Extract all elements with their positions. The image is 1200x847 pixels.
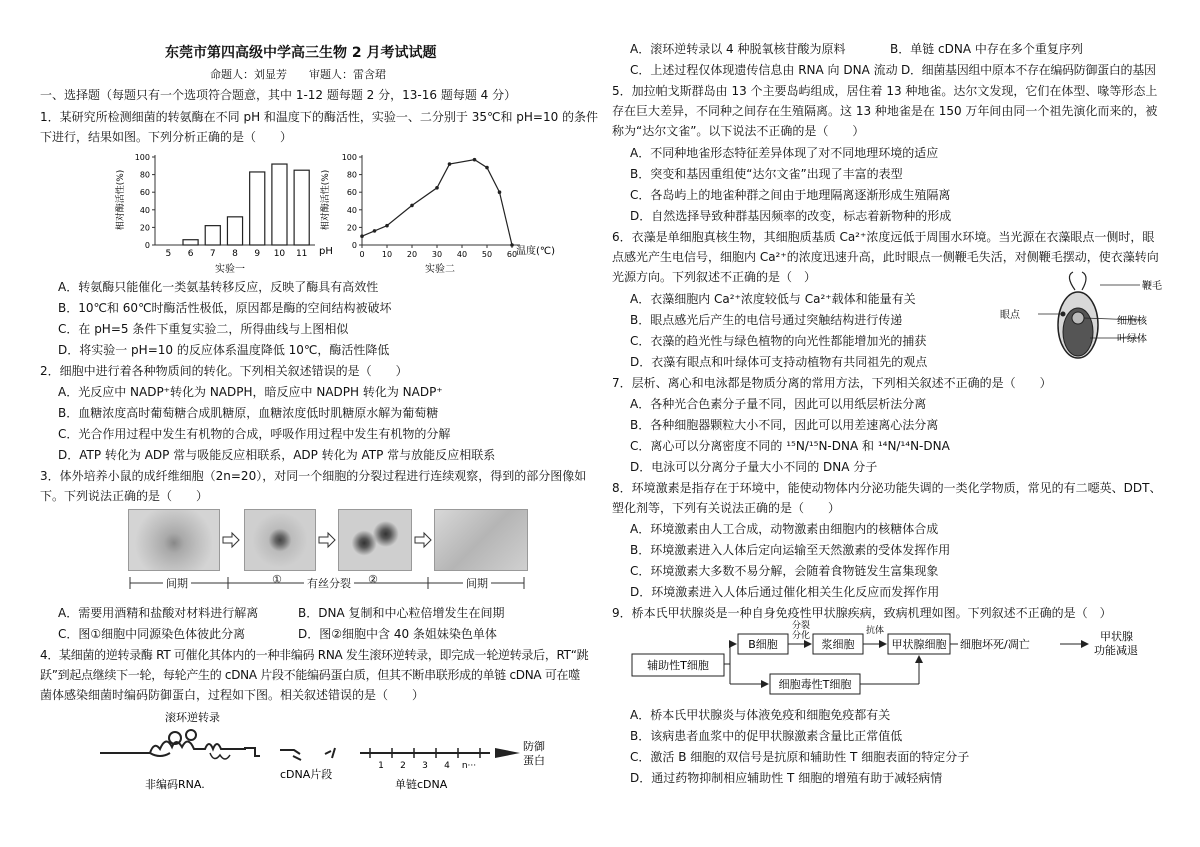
label-eyespot: 眼点 — [1000, 310, 1020, 321]
q4-option-b: B．单链 cDNA 中存在多个重复序列 — [890, 42, 1083, 56]
label-nucleus: 细胞核 — [1117, 316, 1147, 327]
cell-image-interphase-2 — [434, 509, 528, 571]
chart2-ytick-label: 40 — [346, 205, 357, 215]
cdna-repeat-label: 1 — [378, 761, 384, 771]
label-split: 分裂 — [792, 621, 811, 631]
q1-stem-2: 下进行，结果如图。下列分析正确的是（ ） — [40, 130, 293, 144]
q5-stem-1: 5．加拉帕戈斯群岛由 13 个主要岛屿组成，居住着 13 种地雀。达尔文发现，它们在体型、喙等形态上 — [612, 84, 1158, 98]
chart2-title: 实验二 — [425, 264, 455, 275]
chart1-xtick-label: 6 — [187, 249, 194, 259]
q8-option-b: B．环境激素进入人体后定向运输至天然激素的受体发挥作用 — [630, 543, 951, 557]
chart2-ytick-label: 0 — [351, 241, 357, 250]
q5-option-d: D．自然选择导致种群基因频率的改变，标志着新物种的形成 — [630, 209, 952, 223]
chart1-ylabel: 相对酶活性(%) — [116, 169, 126, 231]
label-cell-death: 细胞坏死/凋亡 — [960, 638, 1030, 651]
chart1-title: 实验一 — [215, 264, 245, 275]
box-cytotoxic-t: 细胞毒性T细胞 — [778, 678, 852, 691]
q1-stem-1: 1．某研究所检测细菌的转氨酶在不同 pH 和温度下的酶活性，实验一、二分别于 35℃和 pH=10 的条件 — [40, 110, 599, 124]
section-heading: 一、选择题（每题只有一个选项符合题意，其中 1-12 题每题 2 分，13-16 题每题 4 分） — [40, 88, 517, 102]
chlamydomonas-figure — [1000, 270, 1165, 370]
q4-fig-protein-2: 蛋白 — [523, 754, 545, 767]
arrow-icon — [318, 533, 336, 547]
chart1-xtick-label: 9 — [254, 249, 261, 259]
chart2-point — [435, 186, 439, 190]
q3-label-2: ② — [368, 573, 378, 586]
chart1-ytick-label: 40 — [139, 205, 150, 215]
q5-option-b: B．突变和基因重组使“达尔文雀”出现了丰富的表型 — [630, 167, 903, 181]
q2-stem: 2．细胞中进行着各种物质间的转化。下列相关叙述错误的是（ ） — [40, 364, 408, 378]
chart1-bar — [205, 226, 220, 245]
chart1-xunit: pH — [319, 246, 333, 257]
q1-option-c: C．在 pH=5 条件下重复实验二，所得曲线与上图相似 — [58, 322, 349, 336]
q9-mechanism-figure — [630, 622, 1165, 704]
q3-label-interphase-2: 间期 — [463, 575, 491, 593]
q1-option-a: A．转氨酶只能催化一类氨基转移反应，反映了酶具有高效性 — [58, 280, 379, 294]
chart1-ytick-label: 80 — [139, 170, 150, 180]
q4-option-a: A．滚环逆转录以 4 种脱氧核苷酸为原料 — [630, 42, 846, 56]
q4-stem-3: 菌体感染细菌时编码防御蛋白，过程如下图。相关叙述错误的是（ ） — [40, 688, 425, 702]
q4-fig-title: 滚环逆转录 — [165, 711, 220, 724]
chart2-xtick-label: 20 — [406, 250, 418, 259]
q3-cell-figure — [128, 509, 528, 599]
q2-option-d: D．ATP 转化为 ADP 常与吸能反应相联系，ADP 转化为 ATP 常与放能反应相联系 — [58, 448, 496, 462]
q5-option-a: A．不同种地雀形态特征差异体现了对不同地理环境的适应 — [630, 146, 939, 160]
box-b-cell: B细胞 — [748, 638, 778, 651]
q6-stem-2: 点感光产生电信号，细胞内 Ca²⁺的浓度迅速升高，此时眼点一侧鞭毛失活，对侧鞭毛摆动，使衣藻转向 — [612, 250, 1159, 264]
chart1-ytick-label: 20 — [139, 223, 150, 233]
q8-option-c: C．环境激素大多数不易分解，会随着食物链发生富集现象 — [630, 564, 939, 578]
q4-option-d: D．细菌基因组中原本不存在编码防御蛋白的基因 — [901, 63, 1156, 77]
q1-option-b: B．10℃和 60℃时酶活性极低，原因都是酶的空间结构被破坏 — [58, 301, 392, 315]
q8-option-d: D．环境激素进入人体后通过催化相关生化反应而发挥作用 — [630, 585, 940, 599]
q5-option-c: C．各岛屿上的地雀种群之间由于地理隔离逐渐形成生殖隔离 — [630, 188, 951, 202]
q3-option-d: D．图②细胞中含 40 条姐妹染色单体 — [298, 627, 497, 641]
chart1-bar — [294, 170, 309, 245]
q3-label-1: ① — [272, 573, 282, 586]
chart-experiment-1 — [115, 150, 333, 275]
exam-title: 东莞市第四高级中学高三生物 2 月考试试题 — [165, 45, 437, 61]
chart2-point — [473, 158, 477, 162]
q9-option-c: C．激活 B 细胞的双信号是抗原和辅助性 T 细胞表面的特定分子 — [630, 750, 970, 764]
q5-stem-2: 存在巨大差异，不同种之间存在生殖隔离。这 13 种地雀是在 150 万年间由同一个祖先演化而来的，被 — [612, 104, 1158, 118]
q3-label-mitosis: 有丝分裂 — [304, 575, 354, 593]
q6-stem-1: 6．衣藻是单细胞真核生物，其细胞质基质 Ca²⁺浓度远低于周围水环境。当光源在衣藻眼点一侧时，眼 — [612, 230, 1155, 244]
q6-option-b: B．眼点感光后产生的电信号通过突触结构进行传递 — [630, 313, 903, 327]
q3-stem-2: 下。下列说法正确的是（ ） — [40, 489, 209, 503]
q2-option-b: B．血糖浓度高时葡萄糖合成肌糖原，血糖浓度低时肌糖原水解为葡萄糖 — [58, 406, 439, 420]
chart2-point — [498, 190, 502, 194]
chart2-ytick-label: 100 — [341, 153, 357, 162]
q6-option-c: C．衣藻的趋光性与绿色植物的向光性都能增加光的捕获 — [630, 334, 927, 348]
q6-option-a: A．衣藻细胞内 Ca²⁺浓度较低与 Ca²⁺载体和能量有关 — [630, 292, 916, 306]
chart2-xtick-label: 10 — [381, 250, 393, 259]
chart2-point — [485, 166, 489, 170]
q7-option-c: C．离心可以分离密度不同的 ¹⁵N/¹⁵N-DNA 和 ¹⁴N/¹⁴N-DNA — [630, 439, 950, 453]
q1-option-d: D．将实验一 pH=10 的反应体系温度降低 10℃，酶活性降低 — [58, 343, 390, 357]
q3-option-c: C．图①细胞中同源染色体彼此分离 — [58, 627, 246, 641]
chart2-point — [373, 229, 377, 233]
chart1-xtick-label: 7 — [209, 249, 216, 259]
q9-option-a: A．桥本氏甲状腺炎与体液免疫和细胞免疫都有关 — [630, 708, 891, 722]
box-helper-t: 辅助性T细胞 — [647, 659, 709, 672]
q4-fig-single-strand: 单链cDNA — [395, 778, 448, 791]
chart2-point — [448, 162, 452, 166]
chart2-line — [362, 160, 512, 245]
q7-option-b: B．各种细胞器颗粒大小不同，因此可以用差速离心法分离 — [630, 418, 939, 432]
q4-fig-fragment: cDNA片段 — [280, 768, 333, 781]
q2-option-c: C．光合作用过程中发生有机物的合成，呼吸作用过程中发生有机物的分解 — [58, 427, 451, 441]
cdna-repeat-label: 3 — [422, 761, 428, 771]
cell-image-mitosis-1 — [244, 509, 316, 571]
q4-fig-rna: 非编码RNA. — [145, 778, 205, 791]
chart-experiment-2 — [320, 150, 560, 275]
chart2-point — [385, 224, 389, 228]
chart1-xtick-label: 11 — [295, 249, 308, 259]
q7-option-a: A．各种光合色素分子量不同，因此可以用纸层析法分离 — [630, 397, 927, 411]
chart2-xtick-label: 30 — [431, 250, 443, 259]
cdna-repeat-label: n··· — [461, 761, 477, 771]
cdna-repeat-label: 2 — [400, 761, 406, 771]
q9-option-d: D．通过药物抑制相应辅助性 T 细胞的增殖有助于减轻病情 — [630, 771, 943, 785]
chart2-ytick-label: 60 — [346, 188, 357, 198]
q2-option-a: A．光反应中 NADP⁺转化为 NADPH，暗反应中 NADPH 转化为 NADP⁺ — [58, 385, 443, 399]
q8-stem-1: 8．环境激素是指存在于环境中，能使动物体内分泌功能失调的一类化学物质，常见的有二噁英、DDT、 — [612, 481, 1162, 495]
chart2-point — [360, 234, 364, 238]
chart2-xtick-label: 0 — [359, 250, 365, 259]
q3-option-b: B．DNA 复制和中心粒倍增发生在间期 — [298, 606, 505, 620]
label-flagellum: 鞭毛 — [1142, 281, 1162, 292]
chart2-ytick-label: 20 — [346, 223, 357, 233]
chart2-point — [410, 204, 414, 208]
q5-stem-3: 称为“达尔文雀”。以下说法不正确的是（ ） — [612, 124, 865, 138]
box-thyroid-cell: 甲状腺细胞 — [891, 638, 947, 651]
q6-option-d: D．衣藻有眼点和叶绿体可支持动植物有共同祖先的观点 — [630, 355, 928, 369]
chart1-bar — [227, 217, 242, 245]
label-decline-2: 功能减退 — [1094, 644, 1138, 657]
label-chloroplast: 叶绿体 — [1117, 334, 1147, 345]
chart1-ytick-label: 0 — [144, 241, 150, 250]
chart1-bar — [272, 164, 287, 245]
chart2-point — [510, 243, 514, 247]
chart1-bar — [250, 172, 265, 245]
chart1-xtick-label: 5 — [165, 249, 172, 259]
q7-option-d: D．电泳可以分离分子量大小不同的 DNA 分子 — [630, 460, 878, 474]
chart2-xtick-label: 50 — [481, 250, 493, 259]
chart1-ytick-label: 60 — [139, 188, 150, 198]
q7-stem: 7．层析、离心和电泳都是物质分离的常用方法，下列相关叙述不正确的是（ ） — [612, 376, 1052, 390]
chart1-xtick-label: 10 — [273, 249, 286, 259]
chart1-ytick-label: 100 — [134, 153, 150, 162]
chart1-bar — [183, 240, 198, 245]
q3-stem-1: 3．体外培养小鼠的成纤维细胞（2n=20），对同一个细胞的分裂过程进行连续观察，得到的部分图像如 — [40, 469, 587, 483]
q4-stem-1: 4．某细菌的逆转录酶 RT 可催化其体内的一种非编码 RNA 发生滚环逆转录，即完成一轮逆转录后，RT“跳 — [40, 648, 589, 662]
cell-image-mitosis-2 — [338, 509, 412, 571]
label-decline-1: 甲状腺 — [1100, 630, 1133, 643]
chart2-ytick-label: 80 — [346, 170, 357, 180]
arrow-icon — [222, 533, 240, 547]
chart2-xunit: 温度(℃) — [516, 246, 556, 257]
q4-rolling-circle-figure — [95, 708, 585, 793]
authors: 命题人：刘显芳 审题人：雷含珺 — [210, 68, 386, 81]
q9-option-b: B．该病患者血浆中的促甲状腺激素含量比正常值低 — [630, 729, 903, 743]
chart2-xtick-label: 40 — [456, 250, 468, 259]
chart1-xtick-label: 8 — [232, 249, 238, 259]
box-plasma-cell: 浆细胞 — [821, 638, 855, 651]
chart2-xtick-label: 60 — [506, 250, 518, 259]
q9-stem: 9．桥本氏甲状腺炎是一种自身免疫性甲状腺疾病，致病机理如图。下列叙述不正确的是（ ） — [612, 606, 1112, 620]
cell-image-interphase-1 — [128, 509, 220, 571]
q8-stem-2: 塑化剂等，下列有关说法正确的是（ ） — [612, 501, 841, 515]
cdna-repeat-label: 4 — [444, 761, 450, 771]
q4-option-c: C．上述过程仅体现遗传信息由 RNA 向 DNA 流动 — [630, 63, 898, 77]
label-antibody: 抗体 — [866, 626, 885, 636]
q3-option-a: A．需要用酒精和盐酸对材料进行解离 — [58, 606, 259, 620]
arrow-icon — [414, 533, 432, 547]
q8-option-a: A．环境激素由人工合成，动物激素由细胞内的核糖体合成 — [630, 522, 939, 536]
q4-stem-2: 跃”到起点继续下一轮，每轮产生的 cDNA 片段不能编码蛋白质，但其不断串联形成的单链 cDNA 可在噬 — [40, 668, 580, 682]
q4-fig-protein-1: 防御 — [523, 740, 545, 753]
label-diff: 分化 — [792, 631, 811, 641]
q6-stem-3: 光源方向。下列叙述不正确的是（ ） — [612, 270, 817, 284]
chart2-ylabel: 相对酶活性(%) — [321, 169, 331, 231]
q3-label-interphase-1: 间期 — [163, 575, 191, 593]
